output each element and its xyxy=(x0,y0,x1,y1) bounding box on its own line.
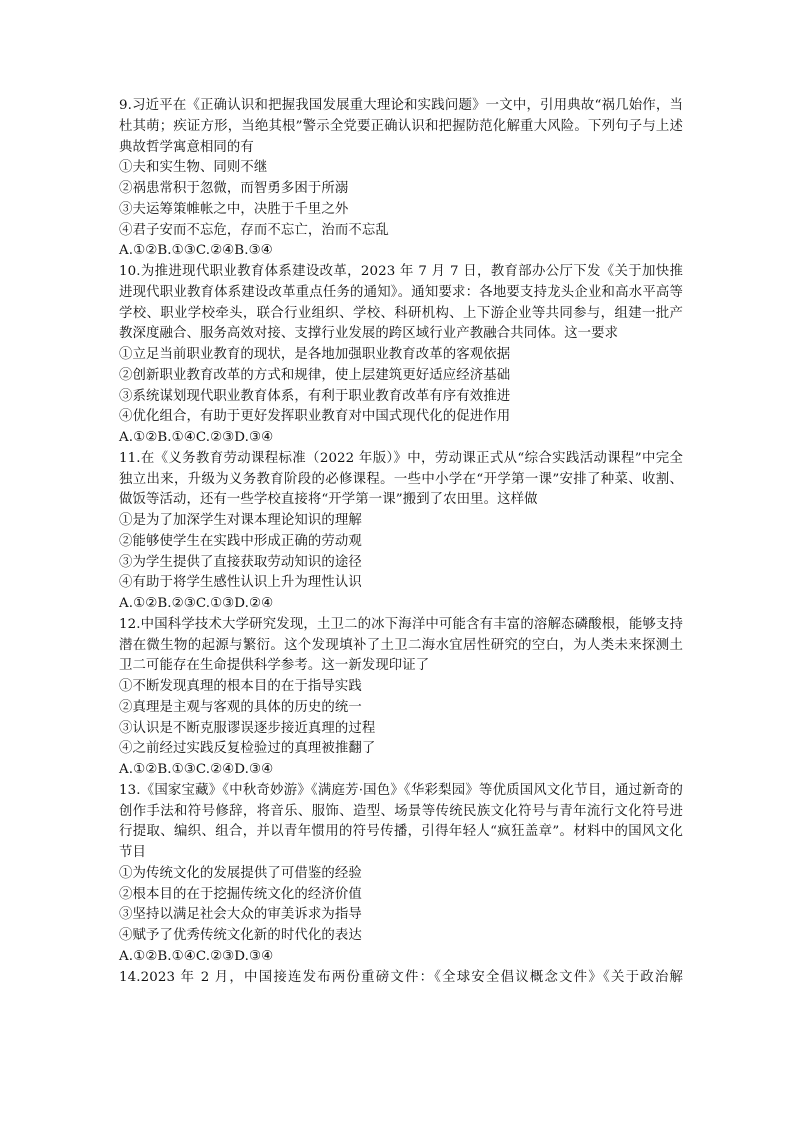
option: ④之前经过实践反复检验过的真理被推翻了 xyxy=(119,741,376,757)
option: ①夫和实生物、同则不继 xyxy=(119,160,268,176)
exam-page xyxy=(119,96,683,988)
option: ②创新职业教育改革的方式和规律，使上层建筑更好适应经济基础 xyxy=(119,367,511,383)
question-stem: 10.为推进现代职业教育体系建设改革，2023 年 7 月 7 日，教育部办公厅下发《关于加快推进现代职业教育体系建设改革重点任务的通知》。通知要求：各地要支持龙头企业和高水平高等学校、职业学校牵头，联合行业组织、学校、科研机构、上下游企业等共同参与，组建一批产教深度融合、服务高效对接、支撑行业发展的跨区域行业产教融合共同体。这一要求 xyxy=(119,264,683,342)
option: ③为学生提供了直接获取劳动知识的途径 xyxy=(119,554,362,570)
option: ③系统谋划现代职业教育体系，有利于职业教育改革有序有效推进 xyxy=(119,388,511,404)
option: ④赋予了优秀传统文化新的时代化的表达 xyxy=(119,928,362,943)
question-stem: 9.习近平在《正确认识和把握我国发展重大理论和实践问题》一文中，引用典故“祸几始作，当杜其萌；疾证方形，当绝其根”警示全党要正确认识和把握防范化解重大风险。下列句子与上述典故哲学寓意相同的有 xyxy=(119,98,683,155)
question-stem-partial: 14.2023 年 2 月，中国接连发布两份重磅文件：《全球安全倡议概念文件》《关于政治解 xyxy=(119,969,683,985)
option: ④优化组合，有助于更好发挥职业教育对中国式现代化的促进作用 xyxy=(119,409,511,425)
option: ①不断发现真理的根本目的在于指导实践 xyxy=(119,679,362,694)
question-stem: 13.《国家宝藏》《中秋奇妙游》《满庭芳·国色》《华彩梨园》等优质国风文化节目，通过新奇的创作手法和符号修辞，将音乐、服饰、造型、场景等传统民族文化符号与青年流行文化符号进行提取、编织、组合，并以青年惯用的符号传播，引得年轻人“疯狂盖章”。材料中的国风文化节目 xyxy=(119,782,683,860)
option: ②能够使学生在实践中形成正确的劳动观 xyxy=(119,533,362,549)
question-stem: 12.中国科学技术大学研究发现，土卫二的冰下海洋中可能含有丰富的溶解态磷酸根，能够支持潜在微生物的起源与繁衍。这个发现填补了土卫二海水宜居性研究的空白，为人类未来探测土卫二可能存在生命提供科学参考。这一新发现印证了 xyxy=(119,616,683,674)
option: ②真理是主观与客观的具体的历史的统一 xyxy=(119,699,362,715)
question-13 xyxy=(119,781,683,968)
option: ②根本目的在于挖掘传统文化的经济价值 xyxy=(119,886,362,902)
answer-choices: A.①②B.②③C.①③D.②④ xyxy=(119,596,274,611)
answer-choices: A.①②B.①③C.②④B.③④ xyxy=(119,243,273,259)
option: ④君子安而不忘危，存而不忘亡，治而不忘乱 xyxy=(119,222,389,238)
option: ④有助于将学生感性认识上升为理性认识 xyxy=(119,575,362,591)
answer-choices: A.①②B.①④C.②③D.③④ xyxy=(119,430,274,445)
question-12 xyxy=(119,615,683,781)
option: ②祸患常积于忽微，而智勇多困于所溺 xyxy=(119,181,349,196)
option: ③认识是不断克服谬误逐步接近真理的过程 xyxy=(119,720,376,736)
answer-choices: A.①②B.①③C.②④D.③④ xyxy=(119,762,274,777)
option: ①是为了加深学生对课本理论知识的理解 xyxy=(119,513,362,528)
option: ①立足当前职业教育的现状，是各地加强职业教育改革的客观依据 xyxy=(119,347,511,362)
question-14 xyxy=(119,968,683,989)
question-stem: 11.在《义务教育劳动课程标准（2022 年版）》中，劳动课正式从“综合实践活动课程”中完全独立出来，升级为义务教育阶段的必修课程。一些中小学在“开学第一课”安排了种菜、收割、做饭等活动，还有一些学校直接将“开学第一课”搬到了农田里。这样做 xyxy=(119,450,683,508)
option: ③坚持以满足社会大众的审美诉求为指导 xyxy=(119,907,362,923)
question-9 xyxy=(119,96,683,262)
question-11 xyxy=(119,449,683,615)
answer-choices: A.①②B.①④C.②③D.③④ xyxy=(119,948,274,964)
option: ③夫运筹策帷帐之中，决胜于千里之外 xyxy=(119,201,349,217)
question-10 xyxy=(119,262,683,449)
option: ①为传统文化的发展提供了可借鉴的经验 xyxy=(119,865,362,881)
